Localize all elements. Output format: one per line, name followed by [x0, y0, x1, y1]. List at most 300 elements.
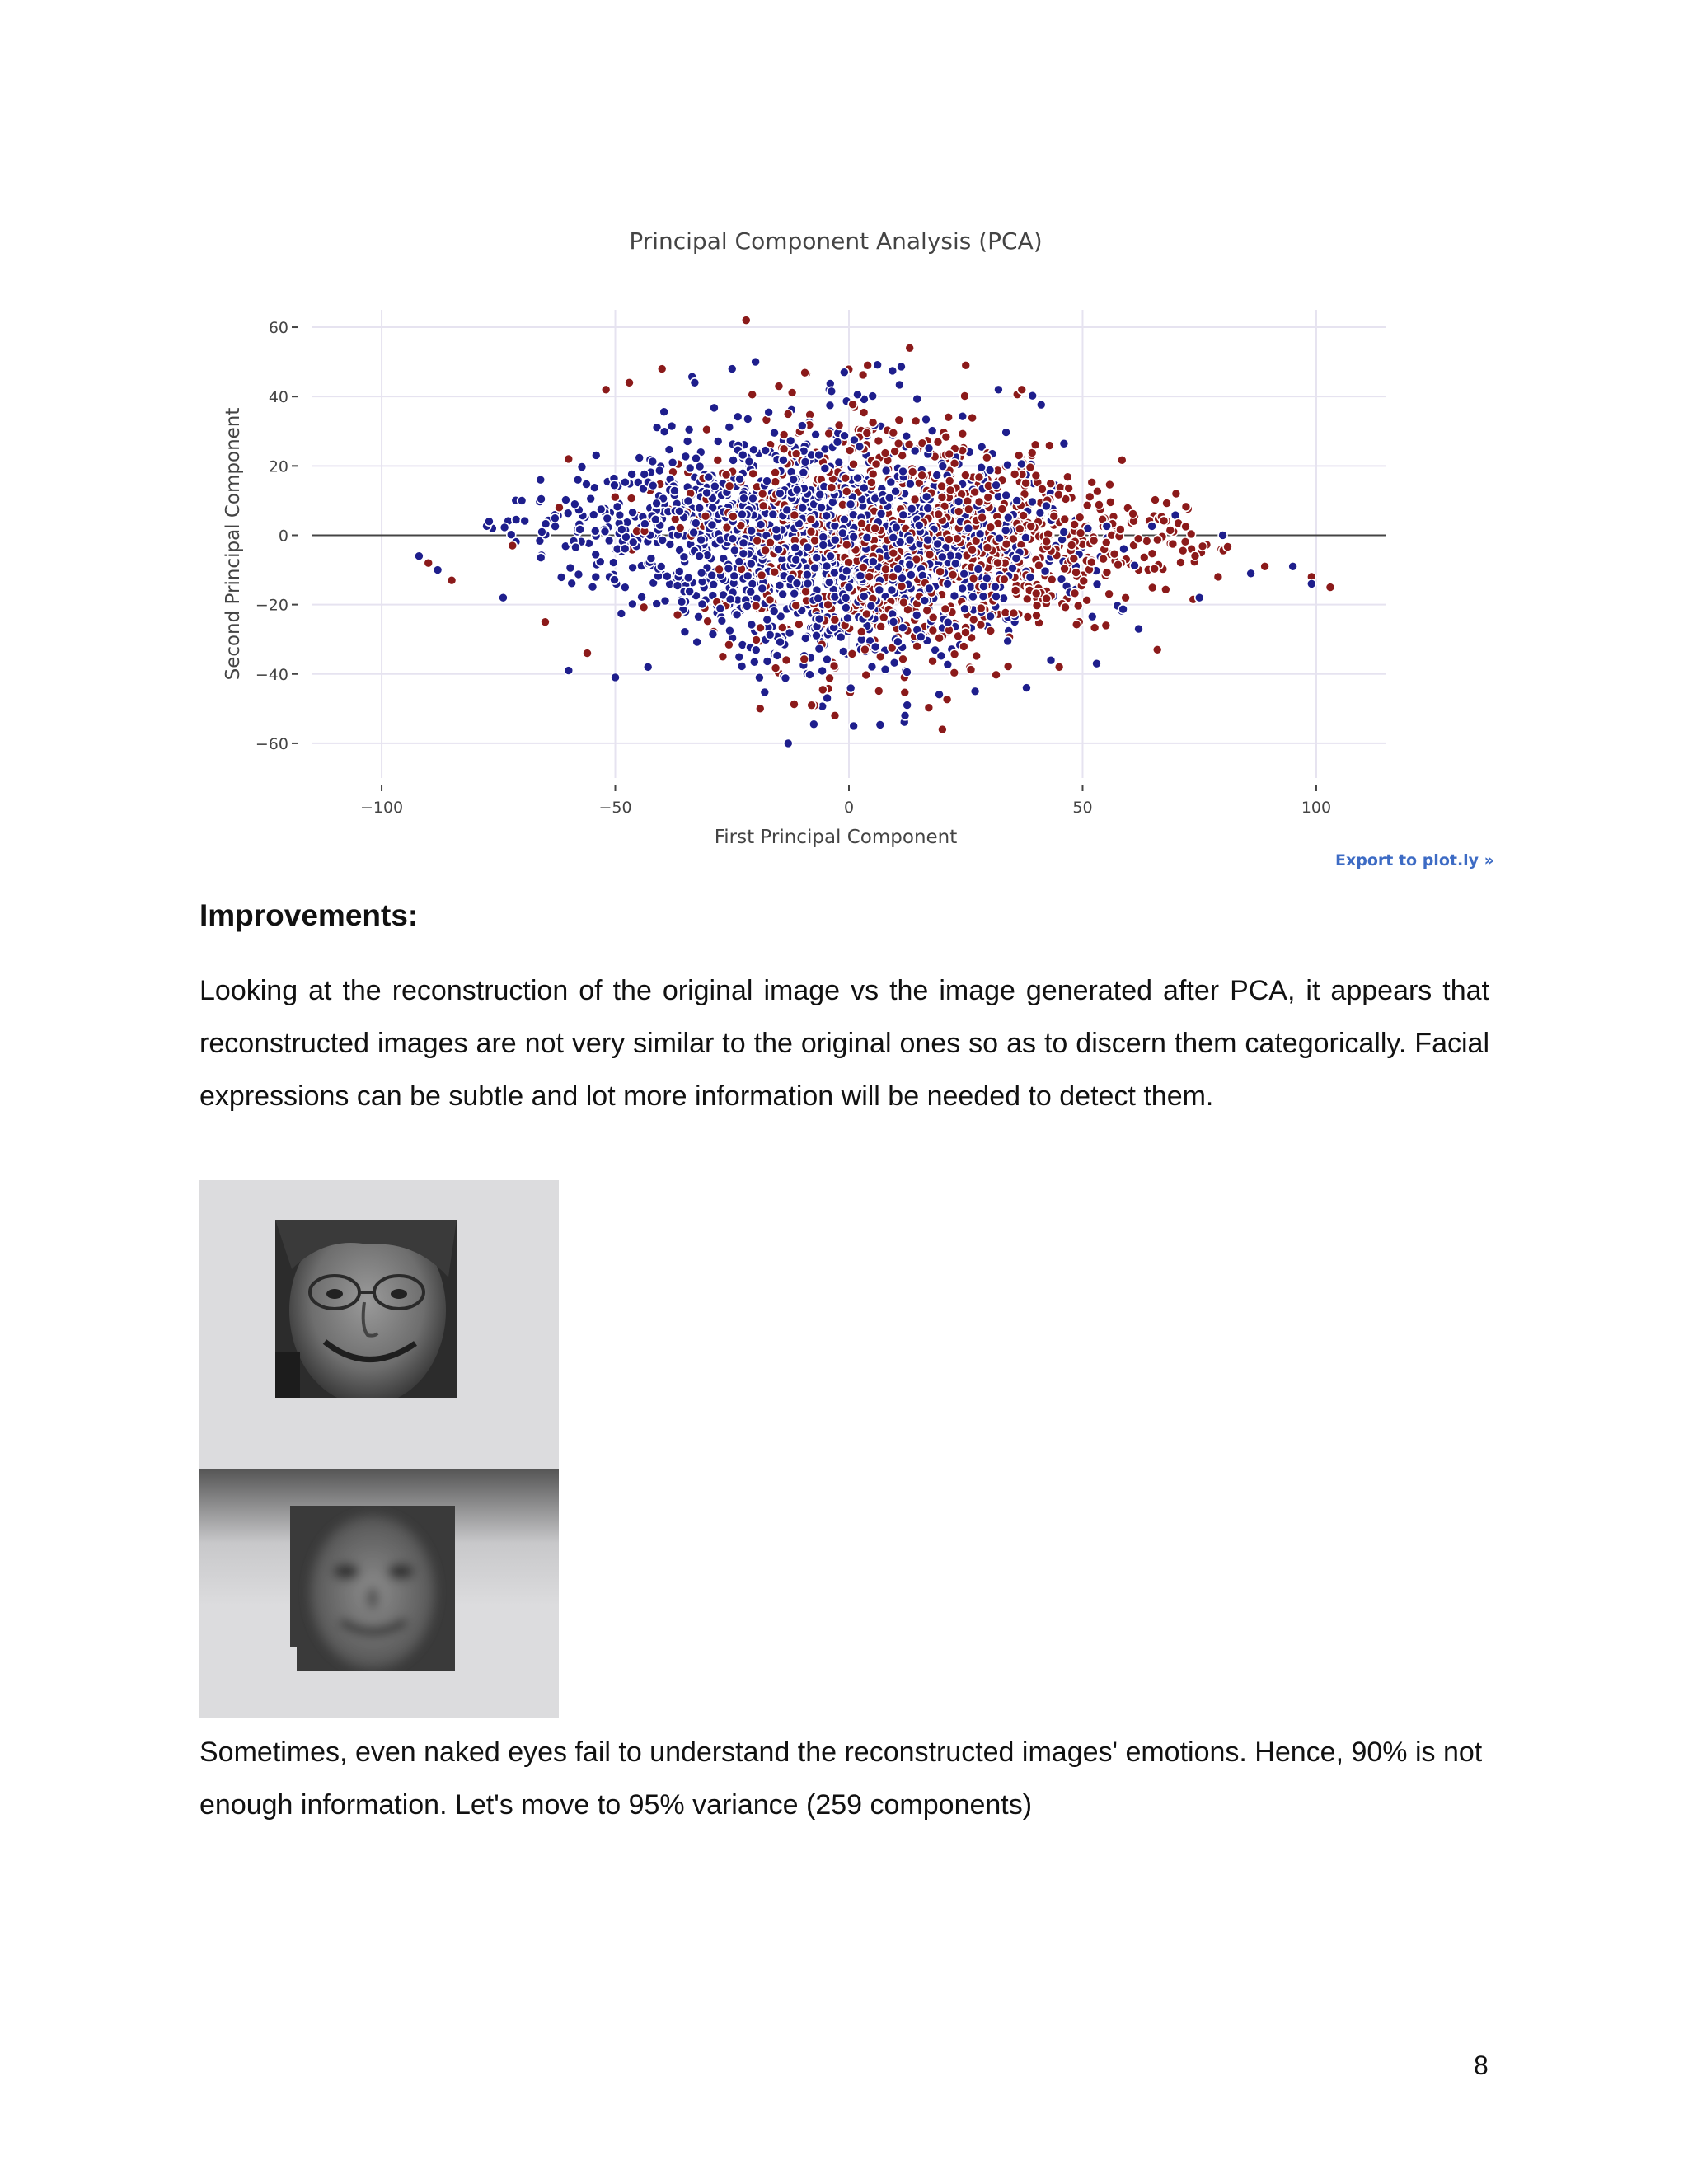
scatter-point [842, 487, 851, 496]
scatter-point [994, 385, 1003, 394]
scatter-point [841, 474, 850, 483]
scatter-point [1153, 645, 1162, 654]
scatter-point [924, 703, 933, 712]
scatter-point [574, 569, 583, 579]
scatter-point [715, 604, 724, 613]
scatter-point [564, 509, 573, 518]
scatter-point [1151, 495, 1160, 504]
scatter-point [959, 569, 968, 579]
y-tick-label: −60 [255, 734, 288, 753]
scatter-point [661, 597, 670, 606]
scatter-point [1076, 528, 1085, 537]
scatter-point [1168, 540, 1177, 549]
scatter-point [696, 536, 706, 545]
scatter-point [1260, 562, 1269, 571]
scatter-point [934, 438, 943, 447]
scatter-point [893, 637, 903, 646]
scatter-point [770, 607, 779, 616]
scatter-point [651, 515, 660, 524]
scatter-point [659, 407, 668, 416]
scatter-point [926, 550, 935, 559]
scatter-point [761, 546, 770, 555]
scatter-point [652, 499, 661, 508]
scatter-point [1063, 472, 1072, 481]
scatter-point [1162, 499, 1171, 508]
scatter-point [803, 570, 812, 579]
scatter-point [591, 573, 600, 582]
scatter-point [1087, 478, 1096, 487]
scatter-point [992, 592, 1001, 601]
scatter-point [844, 558, 853, 567]
scatter-point [640, 602, 649, 612]
scatter-point [601, 527, 610, 536]
scatter-point [658, 536, 667, 545]
scatter-point [912, 395, 921, 404]
scatter-point [874, 436, 883, 445]
scatter-point [1128, 509, 1137, 518]
scatter-point [714, 437, 723, 446]
export-to-plotly-link[interactable]: Export to plot.ly » [1335, 851, 1494, 869]
scatter-point [860, 408, 869, 417]
scatter-point [818, 685, 828, 694]
scatter-point [894, 415, 903, 424]
scatter-point [771, 477, 780, 486]
scatter-point [843, 613, 852, 622]
scatter-point [610, 480, 619, 490]
scatter-point [784, 410, 793, 419]
scatter-point [941, 433, 950, 442]
scatter-point [846, 499, 856, 509]
scatter-point [807, 527, 816, 537]
scatter-point [814, 593, 823, 602]
scatter-point [1114, 560, 1123, 569]
scatter-point [1083, 501, 1092, 510]
scatter-point [814, 644, 823, 654]
scatter-point [1079, 576, 1088, 585]
scatter-point [800, 368, 809, 377]
scatter-point [760, 687, 769, 696]
scatter-point [1325, 583, 1334, 592]
page-number: 8 [1474, 2050, 1489, 2080]
scatter-point [735, 475, 744, 484]
scatter-point [680, 627, 689, 636]
scatter-point [1060, 565, 1069, 574]
scatter-point [938, 725, 947, 734]
scatter-point [1060, 514, 1069, 523]
scatter-point [678, 598, 687, 607]
x-tick-label: −50 [598, 799, 632, 817]
scatter-point [857, 627, 866, 636]
scatter-point [681, 452, 690, 461]
scatter-point [1102, 538, 1111, 547]
scatter-point [625, 378, 634, 387]
scatter-point [690, 378, 699, 387]
scatter-point [940, 604, 950, 613]
scatter-point [1121, 593, 1130, 602]
scatter-point [657, 562, 666, 571]
scatter-point [704, 473, 713, 482]
scatter-point [1092, 659, 1101, 668]
scatter-point [842, 593, 851, 602]
scatter-point [582, 480, 591, 489]
scatter-point [936, 651, 945, 660]
scatter-point [683, 437, 692, 446]
chart-points [415, 316, 1335, 748]
scatter-point [831, 536, 840, 545]
scatter-point [613, 502, 622, 511]
scatter-point [1246, 569, 1255, 578]
scatter-point [1195, 593, 1204, 602]
scatter-point [713, 456, 722, 465]
scatter-point [771, 663, 781, 673]
scatter-point [823, 600, 832, 609]
scatter-point [825, 673, 834, 682]
scatter-point [761, 446, 770, 455]
scatter-point [597, 504, 606, 513]
scatter-point [1046, 479, 1055, 488]
scatter-point [415, 551, 424, 560]
scatter-point [605, 536, 614, 545]
scatter-point [954, 497, 964, 506]
x-axis-title: First Principal Component [714, 827, 958, 848]
scatter-point [937, 493, 946, 502]
scatter-point [748, 469, 757, 478]
scatter-point [848, 400, 857, 409]
scatter-point [817, 503, 826, 512]
scatter-point [982, 453, 992, 462]
scatter-point [1023, 612, 1032, 621]
scatter-point [646, 554, 655, 563]
scatter-point [758, 490, 767, 499]
scatter-point [889, 617, 898, 626]
scatter-point [911, 494, 920, 504]
scatter-point [871, 642, 880, 651]
scatter-point [899, 598, 908, 607]
scatter-point [664, 445, 673, 454]
scatter-point [675, 567, 684, 576]
scatter-point [972, 651, 981, 660]
scatter-point [944, 618, 953, 627]
scatter-point [1147, 522, 1156, 531]
scatter-point [978, 592, 987, 601]
scatter-point [1059, 439, 1068, 448]
scatter-point [950, 591, 959, 600]
scatter-point [738, 510, 747, 519]
scatter-point [1010, 470, 1020, 479]
scatter-point [748, 390, 757, 399]
scatter-point [993, 558, 1002, 567]
scatter-point [739, 494, 748, 503]
scatter-point [670, 486, 679, 495]
scatter-point [564, 454, 573, 463]
scatter-point [1181, 522, 1190, 531]
scatter-point [928, 426, 937, 435]
scatter-point [830, 616, 839, 625]
scatter-point [1153, 535, 1162, 544]
scatter-point [1148, 583, 1157, 593]
scatter-point [1104, 589, 1114, 598]
scatter-point [1019, 511, 1028, 520]
scatter-point [791, 555, 800, 565]
scatter-point [792, 449, 801, 458]
scatter-point [912, 416, 921, 425]
scatter-point [863, 361, 872, 370]
scatter-point [943, 660, 952, 669]
scatter-point [1105, 480, 1114, 490]
scatter-point [825, 578, 834, 587]
scatter-point [933, 539, 942, 548]
scatter-point [739, 538, 748, 547]
scatter-point [827, 483, 836, 492]
scatter-point [755, 673, 764, 682]
scatter-point [1150, 565, 1159, 574]
scatter-point [702, 488, 711, 497]
scatter-point [842, 566, 851, 575]
scatter-point [724, 423, 734, 432]
scatter-point [1110, 550, 1119, 559]
scatter-point [1011, 554, 1020, 563]
scatter-point [649, 481, 658, 490]
scatter-point [537, 553, 546, 562]
scatter-point [889, 533, 898, 542]
scatter-point [840, 368, 849, 377]
original-face-image [199, 1180, 559, 1469]
scatter-point [849, 721, 858, 730]
scatter-point [725, 626, 734, 635]
scatter-point [1071, 588, 1080, 598]
scatter-point [683, 496, 692, 505]
scatter-point [949, 570, 958, 579]
scatter-point [907, 570, 916, 579]
scatter-point [826, 551, 835, 560]
scatter-point [697, 569, 706, 578]
scatter-point [742, 316, 751, 325]
scatter-point [679, 552, 688, 561]
reconstructed-face-image [199, 1469, 559, 1718]
scatter-point [762, 476, 771, 485]
scatter-point [684, 573, 693, 582]
scatter-point [537, 527, 546, 537]
scatter-point [772, 651, 781, 660]
scatter-point [1026, 522, 1035, 531]
scatter-point [986, 466, 995, 475]
scatter-point [782, 505, 791, 514]
scatter-point [774, 382, 783, 391]
scatter-point [992, 480, 1001, 490]
scatter-point [903, 668, 912, 677]
scatter-point [873, 360, 882, 369]
scatter-point [1067, 541, 1076, 550]
scatter-point [734, 557, 743, 566]
scatter-point [717, 616, 726, 626]
scatter-point [617, 525, 626, 534]
scatter-point [872, 460, 881, 469]
scatter-point [1198, 541, 1207, 551]
scatter-point [928, 626, 937, 635]
scatter-point [788, 388, 797, 397]
scatter-point [726, 595, 735, 604]
scatter-point [627, 470, 636, 479]
scatter-point [790, 700, 799, 709]
scatter-point [961, 628, 970, 637]
scatter-point [903, 701, 912, 710]
scatter-point [859, 370, 868, 379]
scatter-point [1003, 461, 1012, 470]
scatter-point [485, 517, 494, 526]
scatter-point [961, 361, 970, 370]
scatter-point [565, 564, 574, 573]
scatter-point [905, 560, 914, 569]
scatter-point [862, 609, 871, 618]
scatter-point [1181, 502, 1190, 511]
scatter-point [778, 589, 787, 598]
scatter-point [818, 666, 827, 675]
scatter-point [967, 665, 976, 674]
scatter-point [747, 527, 756, 536]
scatter-point [564, 666, 573, 675]
scatter-point [1009, 608, 1018, 617]
scatter-point [898, 574, 907, 583]
scatter-point [889, 429, 898, 438]
scatter-point [734, 412, 743, 421]
pca-scatter-chart [198, 206, 1418, 865]
scatter-point [583, 649, 592, 658]
scatter-point [1001, 428, 1010, 437]
scatter-point [1307, 579, 1316, 588]
scatter-point [976, 529, 985, 538]
scatter-point [1023, 594, 1032, 603]
scatter-point [1045, 441, 1054, 450]
scatter-point [823, 655, 832, 664]
y-tick-label: 0 [278, 527, 288, 546]
scatter-point [869, 470, 878, 479]
scatter-point [640, 519, 649, 528]
scatter-point [1031, 440, 1040, 449]
scatter-point [935, 690, 944, 699]
scatter-point [892, 523, 901, 532]
scatter-point [1074, 602, 1083, 611]
scatter-point [1042, 594, 1051, 603]
scatter-point [1042, 537, 1051, 546]
scatter-point [784, 738, 793, 748]
scatter-point [555, 503, 564, 512]
scatter-point [827, 387, 836, 396]
scatter-point [602, 385, 611, 394]
scatter-point [928, 657, 937, 666]
scatter-point [908, 467, 917, 476]
scatter-point [890, 658, 899, 668]
scatter-point [1022, 683, 1031, 692]
scatter-point [920, 596, 929, 605]
scatter-point [658, 364, 667, 373]
scatter-point [1102, 522, 1111, 531]
scatter-point [815, 490, 824, 499]
scatter-point [1049, 512, 1058, 521]
scatter-point [874, 687, 884, 696]
scatter-point [898, 510, 907, 519]
scatter-point [1223, 542, 1232, 551]
scatter-point [781, 673, 790, 682]
scatter-point [779, 456, 788, 465]
scatter-point [1003, 636, 1012, 645]
scatter-point [1134, 534, 1143, 543]
x-tick-label: −100 [359, 799, 404, 817]
scatter-point [822, 561, 831, 570]
scatter-point [778, 623, 787, 632]
scatter-point [938, 462, 947, 471]
scatter-point [663, 572, 672, 581]
scatter-point [945, 535, 954, 544]
scatter-point [759, 501, 768, 510]
scatter-point [915, 521, 924, 530]
scatter-point [895, 380, 904, 389]
scatter-point [766, 630, 775, 640]
scatter-point [697, 599, 706, 608]
scatter-point [709, 580, 718, 589]
scatter-point [901, 711, 910, 720]
scatter-point [968, 593, 978, 602]
scatter-point [975, 497, 984, 506]
scatter-point [834, 457, 843, 466]
scatter-point [775, 581, 784, 590]
y-tick-label: 20 [268, 457, 288, 476]
scatter-point [695, 551, 704, 560]
scatter-point [771, 468, 780, 477]
scatter-point [434, 565, 443, 574]
scatter-point [771, 525, 781, 534]
scatter-point [770, 429, 779, 438]
scatter-point [752, 602, 761, 611]
scatter-point [906, 480, 915, 489]
scatter-point [1070, 520, 1079, 529]
scatter-point [1069, 554, 1078, 563]
scatter-point [849, 460, 858, 469]
scatter-point [520, 517, 529, 526]
scatter-point [611, 493, 620, 502]
scatter-point [860, 483, 869, 492]
scatter-point [1179, 546, 1188, 555]
scatter-point [676, 523, 685, 532]
scatter-point [591, 527, 600, 536]
scatter-point [849, 532, 858, 541]
scatter-point [1031, 471, 1040, 480]
scatter-point [738, 451, 748, 460]
scatter-point [861, 671, 870, 680]
scatter-point [946, 485, 955, 494]
x-tick-label: 0 [843, 799, 855, 817]
scatter-point [958, 429, 967, 438]
scatter-point [592, 451, 601, 460]
scatter-point [1025, 573, 1034, 582]
scatter-point [1017, 385, 1026, 394]
scatter-point [838, 528, 847, 537]
scatter-point [900, 688, 909, 697]
scatter-point [718, 652, 727, 661]
scatter-point [615, 510, 624, 519]
scatter-point [499, 593, 508, 602]
scatter-point [898, 654, 907, 663]
scatter-point [686, 463, 695, 472]
scatter-point [1085, 492, 1095, 501]
scatter-point [877, 509, 886, 518]
scatter-point [881, 665, 890, 674]
scatter-point [751, 358, 760, 367]
scatter-point [997, 504, 1006, 513]
scatter-point [1165, 526, 1175, 535]
scatter-point [448, 576, 457, 585]
scatter-point [689, 528, 698, 537]
scatter-point [782, 655, 791, 664]
